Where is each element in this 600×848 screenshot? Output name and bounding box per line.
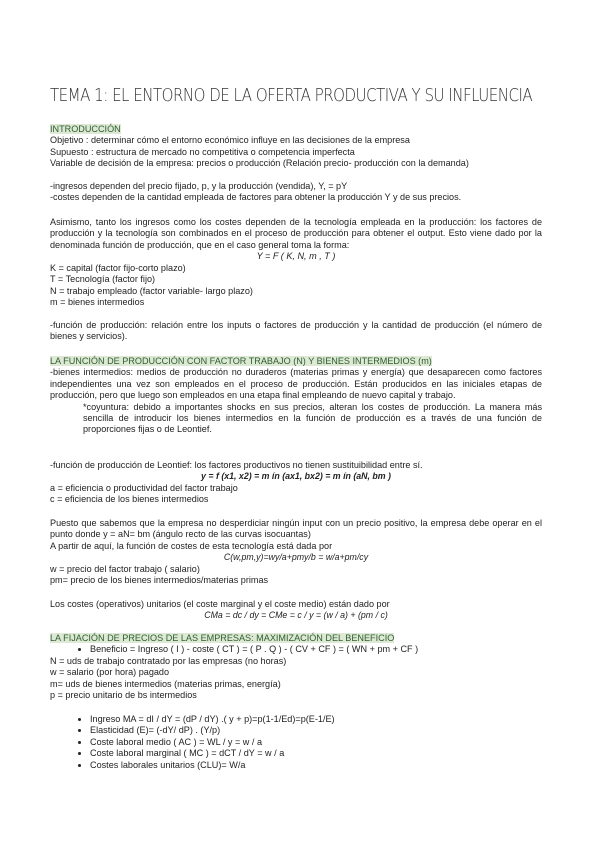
intro-heading: INTRODUCCIÓN: [50, 124, 121, 134]
page-title: TEMA 1: EL ENTORNO DE LA OFERTA PRODUCTIVA Y SU INFLUENCIA: [50, 86, 533, 106]
section2-heading: LA FUNCIÓN DE PRODUCCIÓN CON FACTOR TRABAJO (N) Y BIENES INTERMEDIOS (m): [50, 356, 432, 366]
profit-bullet: • Beneficio = Ingreso ( I ) - coste ( CT ) = ( P . Q ) - ( CV + CF ) = ( WN + pm + CF ): [90, 644, 542, 655]
elasticity-item: • Elasticidad (E)= (-dY/ dP) . (Y/p): [90, 725, 542, 736]
leontief-formula: y = f (x1, x2) = m ín (ax1, bx2) = m ín (aN, bm ): [201, 471, 391, 482]
average-labor-cost-item: • Coste laboral medio ( AC ) = WL / y = w / a: [90, 737, 542, 748]
var-a: a = eficiencia o productividad del factor trabajo: [50, 482, 238, 493]
cost-function-intro: A partir de aquí, la función de costes de esta tecnología está dada por: [50, 540, 333, 551]
assumption-line: Supuesto : estructura de mercado no competitiva o competencia imperfecta: [50, 146, 355, 157]
var-n: N = trabajo empleado (factor variable- largo plazo): [50, 285, 253, 296]
pricing-section: [50, 633, 542, 701]
cost-line: -costes dependen de la cantidad empleada de factores para obtener la producción Y y de sus precios.: [50, 192, 462, 203]
objective-line: Objetivo : determinar cómo el entorno económico influye en las decisiones de la empresa: [50, 135, 410, 146]
production-definition: -función de producción: relación entre los inputs o factores de producción y la cantidad de producción (el número de bienes y servicios).: [50, 320, 542, 342]
marginal-labor-cost-item: • Coste laboral marginal ( MC ) = dCT / dY = w / a: [90, 748, 542, 759]
income-line: -ingresos dependen del precio fijado, p, y la producción (vendida), Y, = pY: [50, 181, 348, 191]
coyuntura-paragraph: *coyuntura: debido a importantes shocks en sus precios, alteran los costes de producción. La manera más sencilla de introducir los bienes intermedios en la función de producción es a través de una función de proporciones fijas o de Leontief.: [83, 401, 542, 435]
unit-costs-intro: Los costes (operativos) unitarios (el coste marginal y el coste medio) están dado por: [50, 599, 390, 609]
input-waste-paragraph: Puesto que sabemos que la empresa no desperdiciar ningún input con un precio positivo, la empresa debe operar en el punto donde y = aN= bm (ángulo recto de las curvas isocuantas): [50, 518, 542, 540]
var-w: w = precio del factor trabajo ( salario): [50, 563, 200, 574]
income-cost-block: [50, 181, 542, 204]
var-pm: pm= precio de los bienes intermedios/materias primas: [50, 575, 269, 586]
leontief-block: [50, 460, 542, 506]
formulas-list: [50, 714, 542, 771]
var-w-wage: w = salario (por hora) pagado: [50, 667, 170, 678]
decision-variable-line: Variable de decisión de la empresa: precios o producción (Relación precio- producción con la demanda): [50, 158, 469, 169]
unit-costs-formula: CMa = dc / dy = CMe = c / y = (w / a) + (pm / c): [204, 610, 388, 621]
var-p-price: p = precio unitario de bs intermedios: [50, 690, 197, 701]
intro-section: [50, 124, 542, 170]
var-k: K = capital (factor fijo-corto plazo): [50, 263, 186, 273]
unit-costs-block: [50, 599, 542, 622]
cost-function-block: [50, 518, 542, 586]
production-paragraph: Asimismo, tanto los ingresos como los costes dependen de la tecnología empleada en la producción: los factores de producción y la tecnología son combinados en el proceso de producción para obtener el output. Esto viene dado por la denominada función de producción, que en el caso general toma la forma:: [50, 217, 542, 250]
var-n-labor: N = uds de trabajo contratado por las empresas (no horas): [50, 655, 287, 666]
leontief-definition: -función de producción de Leontief: los factores productivos no tienen sustituibilidad entre sí.: [50, 460, 423, 470]
unit-labor-cost-item: • Costes laborales unitarios (CLU)= W/a: [90, 760, 542, 771]
leontief-section: [50, 356, 542, 436]
variables-list: [50, 263, 542, 309]
marginal-revenue-item: • Ingreso MA = dI / dY = (dP / dY) .( y + p)=p(1-1/Ed)=p(E-1/E): [90, 714, 542, 725]
var-c: c = eficiencia de los bienes intermedios: [50, 494, 209, 505]
var-m-goods: m= uds de bienes intermedios (materias primas, energía): [50, 678, 281, 689]
section3-heading: LA FIJACIÓN DE PRECIOS DE LAS EMPRESAS: MAXIMIZACIÓN DEL BENEFICIO: [50, 633, 395, 643]
var-m: m = bienes intermedios: [50, 297, 145, 308]
cost-function-formula: C(w,pm,y)=wy/a+pmy/b = w/a+pm/cy: [223, 552, 369, 563]
intermediate-goods-paragraph: -bienes intermedios: medios de producción no duraderos (materias primas y energía) que desaparecen como factores independientes una vez son empleados en el proceso de producción. Están producidos en las iniciales etapas de producción, pero que luego son empleados en una etapa final empleando de nuevo capital y trabajo.: [50, 367, 542, 401]
production-function-formula: Y = F ( K, N, m , T ): [256, 251, 336, 261]
var-t: T = Tecnología (factor fijo): [50, 274, 156, 285]
